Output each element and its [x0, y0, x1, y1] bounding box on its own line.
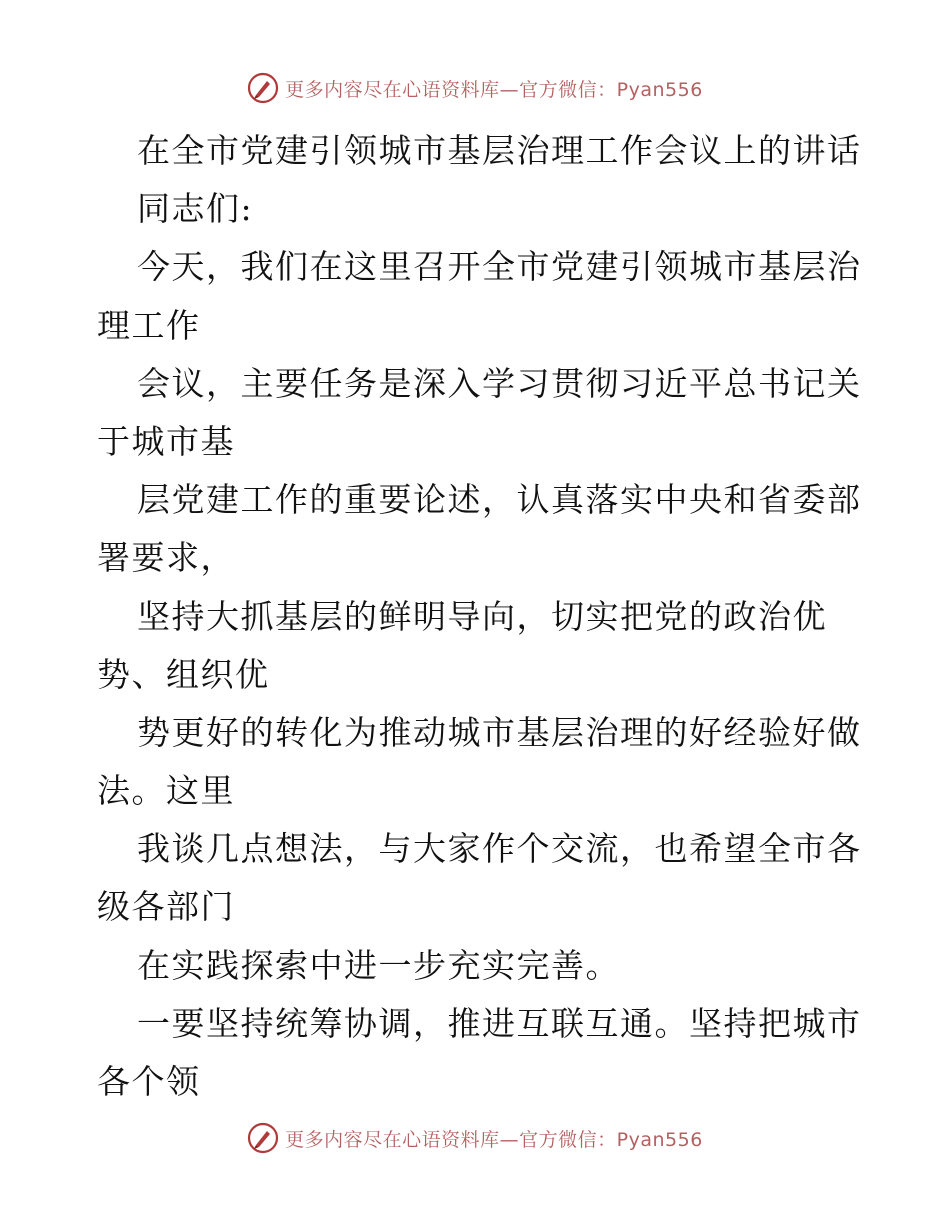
document-line: 在实践探索中进一步充实完善。 — [137, 945, 620, 985]
watermark-text: 更多内容尽在心语资料库—官方微信：Pyan556 — [285, 1128, 703, 1151]
document-line: 势、组织优 — [97, 654, 270, 694]
document-line: 理工作 — [97, 305, 201, 345]
document-line: 法。这里 — [97, 771, 235, 811]
pen-logo-icon — [247, 1122, 279, 1154]
document-line: 署要求， — [97, 538, 235, 578]
document-line: 今天，我们在这里召开全市党建引领城市基层治 — [137, 247, 862, 287]
document-body — [97, 122, 862, 1111]
document-line: 在全市党建引领城市基层治理工作会议上的讲话 — [137, 131, 862, 170]
header-watermark — [0, 72, 950, 104]
document-line: 势更好的转化为推动城市基层治理的好经验好做 — [137, 712, 862, 752]
document-line: 层党建工作的重要论述，认真落实中央和省委部 — [137, 480, 862, 520]
footer-watermark — [0, 1122, 950, 1154]
document-line: 同志们: — [137, 189, 254, 229]
document-line: 于城市基 — [97, 421, 235, 461]
watermark-text: 更多内容尽在心语资料库—官方微信：Pyan556 — [285, 78, 703, 101]
document-line: 一要坚持统筹协调，推进互联互通。坚持把城市 — [137, 1003, 862, 1043]
pen-logo-icon — [247, 72, 279, 104]
document-line: 我谈几点想法，与大家作个交流，也希望全市各 — [137, 829, 862, 869]
document-line: 级各部门 — [97, 887, 235, 927]
document-line: 会议，主要任务是深入学习贯彻习近平总书记关 — [137, 363, 862, 403]
document-line: 各个领 — [97, 1062, 201, 1101]
document-line: 坚持大抓基层的鲜明导向，切实把党的政治优 — [137, 596, 827, 636]
